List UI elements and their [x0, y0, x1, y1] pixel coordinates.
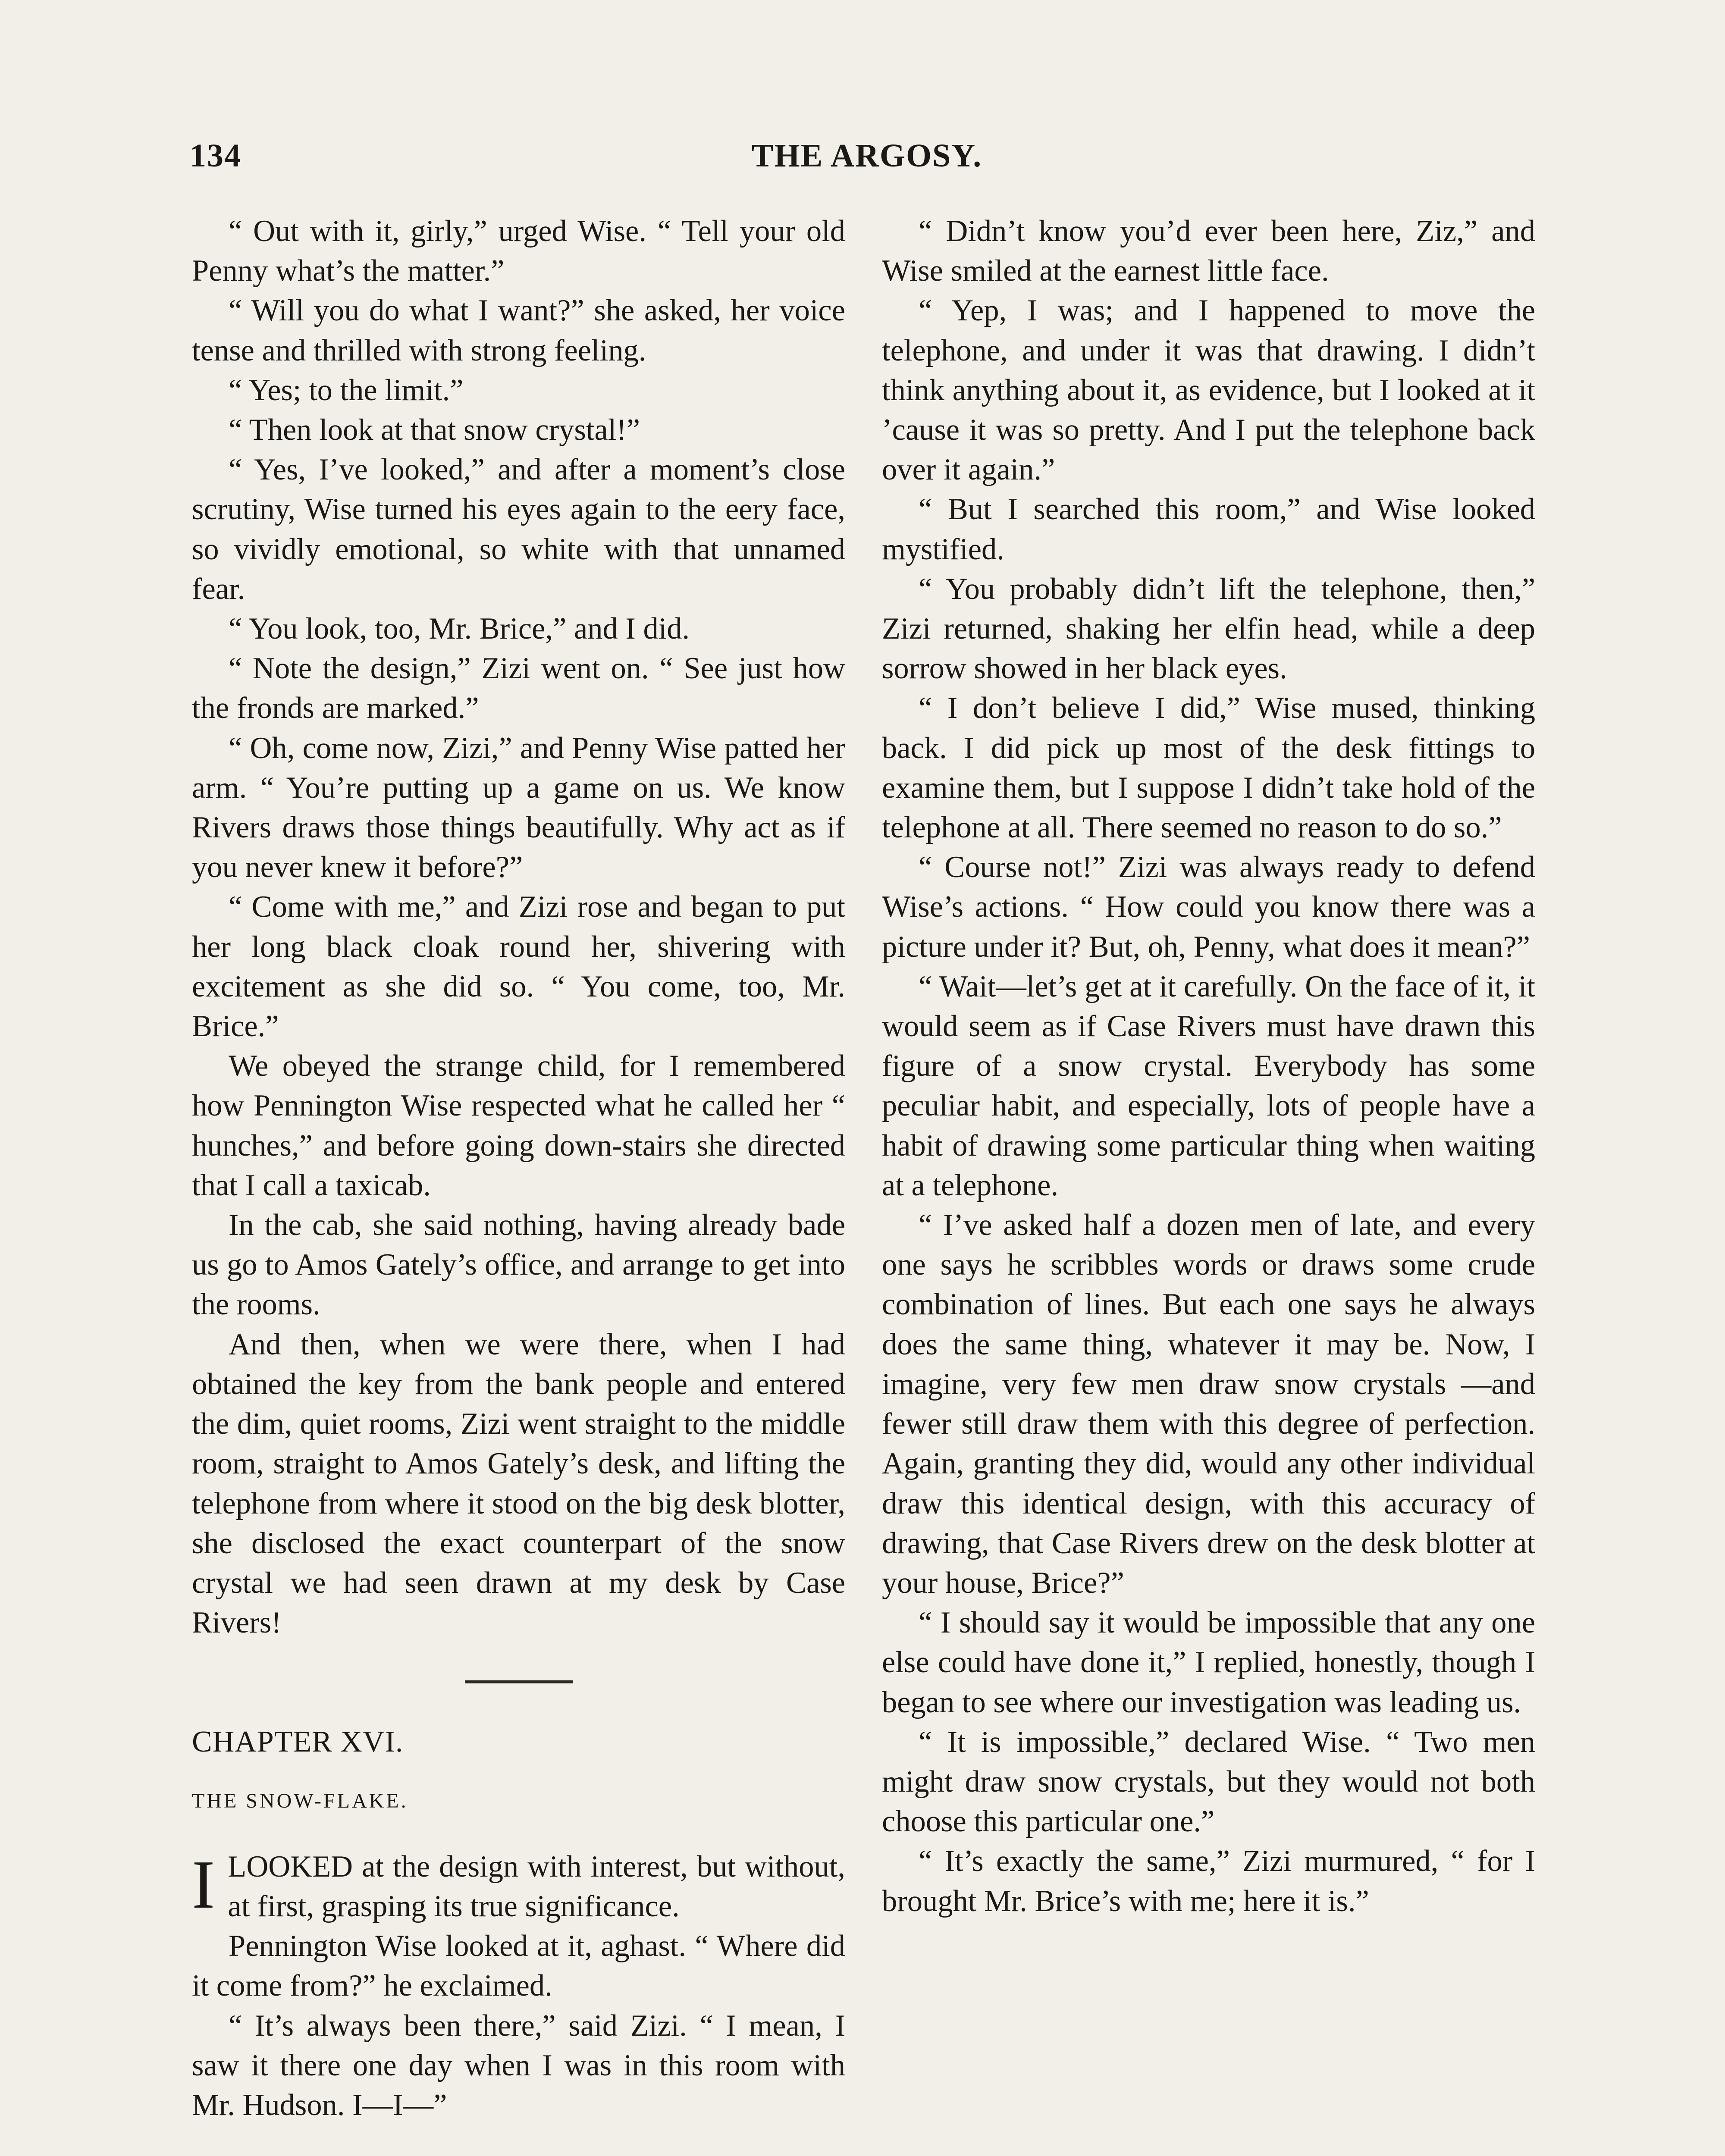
paragraph: “ But I searched this room,” and Wise looked mystified. [882, 492, 1535, 566]
section-divider [465, 1680, 573, 1683]
chapter-heading: CHAPTER XVI. [192, 1725, 404, 1759]
paragraph: “ Course not!” Zizi was always ready to defend Wise’s actions. “ How could you know there was a picture under it? But, oh, Penny, what does it mean?” [882, 850, 1535, 964]
paragraph: “ Out with it, girly,” urged Wise. “ Tell your old Penny what’s the matter.” [192, 214, 845, 288]
paragraph: Pennington Wise looked at it, aghast. “ Where did it come from?” he exclaimed. [192, 1929, 845, 2003]
paragraph: “ It’s always been there,” said Zizi. “ I mean, I saw it there one day when I was in this room with Mr. Hudson. I—I—” [192, 2009, 845, 2122]
chapter-opening-paragraph [192, 1847, 845, 1926]
paragraph: “ Wait—let’s get at it carefully. On the face of it, it would seem as if Case Rivers must have drawn this figure of a snow crystal. Everybody has some peculiar habit, and especially, lots of people have a habit of drawing some particular thing when waiting at a telephone. [882, 969, 1535, 1202]
paragraph: “ Then look at that snow crystal!” [229, 413, 640, 447]
drop-cap: I [192, 1846, 215, 1923]
paragraph: “ It’s exactly the same,” Zizi murmured, “ for I brought Mr. Brice’s with me; here it is.” [882, 1844, 1535, 1918]
paragraph: “ Note the design,” Zizi went on. “ See just how the fronds are marked.” [192, 652, 845, 725]
paragraph: “ You look, too, Mr. Brice,” and I did. [229, 612, 690, 646]
paragraph: We obeyed the strange child, for I remembered how Pennington Wise respected what he called her “ hunches,” and before going down-stairs she directed that I call a taxicab. [192, 1049, 845, 1202]
page-number: 134 [190, 138, 242, 174]
paragraph: “ I don’t believe I did,” Wise mused, thinking back. I did pick up most of the desk fittings to examine them, but I suppose I didn’t take hold of the telephone at all. There seemed no reason to do so.” [882, 691, 1535, 845]
paragraph: In the cab, she said nothing, having already bade us go to Amos Gately’s office, and arrange to get into the rooms. [192, 1208, 845, 1322]
chapter-subtitle: THE SNOW-FLAKE. [192, 1789, 408, 1812]
paragraph: “ Come with me,” and Zizi rose and began to put her long black cloak round her, shivering with excitement as she did so. “ You come, too, Mr. Brice.” [192, 890, 845, 1044]
paragraph: “ I should say it would be impossible that any one else could have done it,” I replied, honestly, though I began to see where our investigation was leading us. [882, 1606, 1535, 1719]
paragraph: “ Oh, come now, Zizi,” and Penny Wise patted her arm. “ You’re putting up a game on us. We know Rivers draws those things beautifully. Why act as if you never knew it before?” [192, 731, 845, 884]
left-column [192, 211, 845, 2125]
paragraph: “ Yes, I’ve looked,” and after a moment’s close scrutiny, Wise turned his eyes again to the eery face, so vividly emotional, so white with that unnamed fear. [192, 453, 845, 606]
paragraph: “ Yep, I was; and I happened to move the telephone, and under it was that drawing. I didn’t think anything about it, as evidence, but I looked at it ’cause it was so pretty. And I put the telephone back over it again.” [882, 294, 1535, 487]
paragraph: “ Will you do what I want?” she asked, her voice tense and thrilled with strong feeling. [192, 294, 845, 367]
paragraph: “ Didn’t know you’d ever been here, Ziz,” and Wise smiled at the earnest little face. [882, 214, 1535, 288]
page-header [190, 137, 1544, 185]
right-column [882, 211, 1535, 1921]
paragraph: “ It is impossible,” declared Wise. “ Two men might draw snow crystals, but they would not both choose this particular one.” [882, 1725, 1535, 1839]
paragraph: “ You probably didn’t lift the telephone, then,” Zizi returned, shaking her elfin head, while a deep sorrow showed in her black eyes. [882, 572, 1535, 686]
opening-text: LOOKED at the design with interest, but without, at first, grasping its true significance. [228, 1849, 845, 1923]
paragraph: And then, when we were there, when I had obtained the key from the bank people and entered the dim, quiet rooms, Zizi went straight to the middle room, straight to Amos Gately’s desk, and lifting the telephone from where it stood on the big desk blotter, she disclosed the exact counterpart of the snow crystal we had seen drawn at my desk by Case Rivers! [192, 1327, 845, 1640]
magazine-title: THE ARGOSY. [751, 138, 982, 174]
paragraph: “ I’ve asked half a dozen men of late, and every one says he scribbles words or draws some crude combination of lines. But each one says he always does the same thing, whatever it may be. Now, I imagine, very few men draw snow crystals —and fewer still draw them with this degree of perfection. Again, granting they did, would any other individual draw this identical design, with this accuracy of drawing, that Case Rivers drew on the desk blotter at your house, Brice?” [882, 1208, 1535, 1600]
paragraph: “ Yes; to the limit.” [229, 373, 464, 407]
